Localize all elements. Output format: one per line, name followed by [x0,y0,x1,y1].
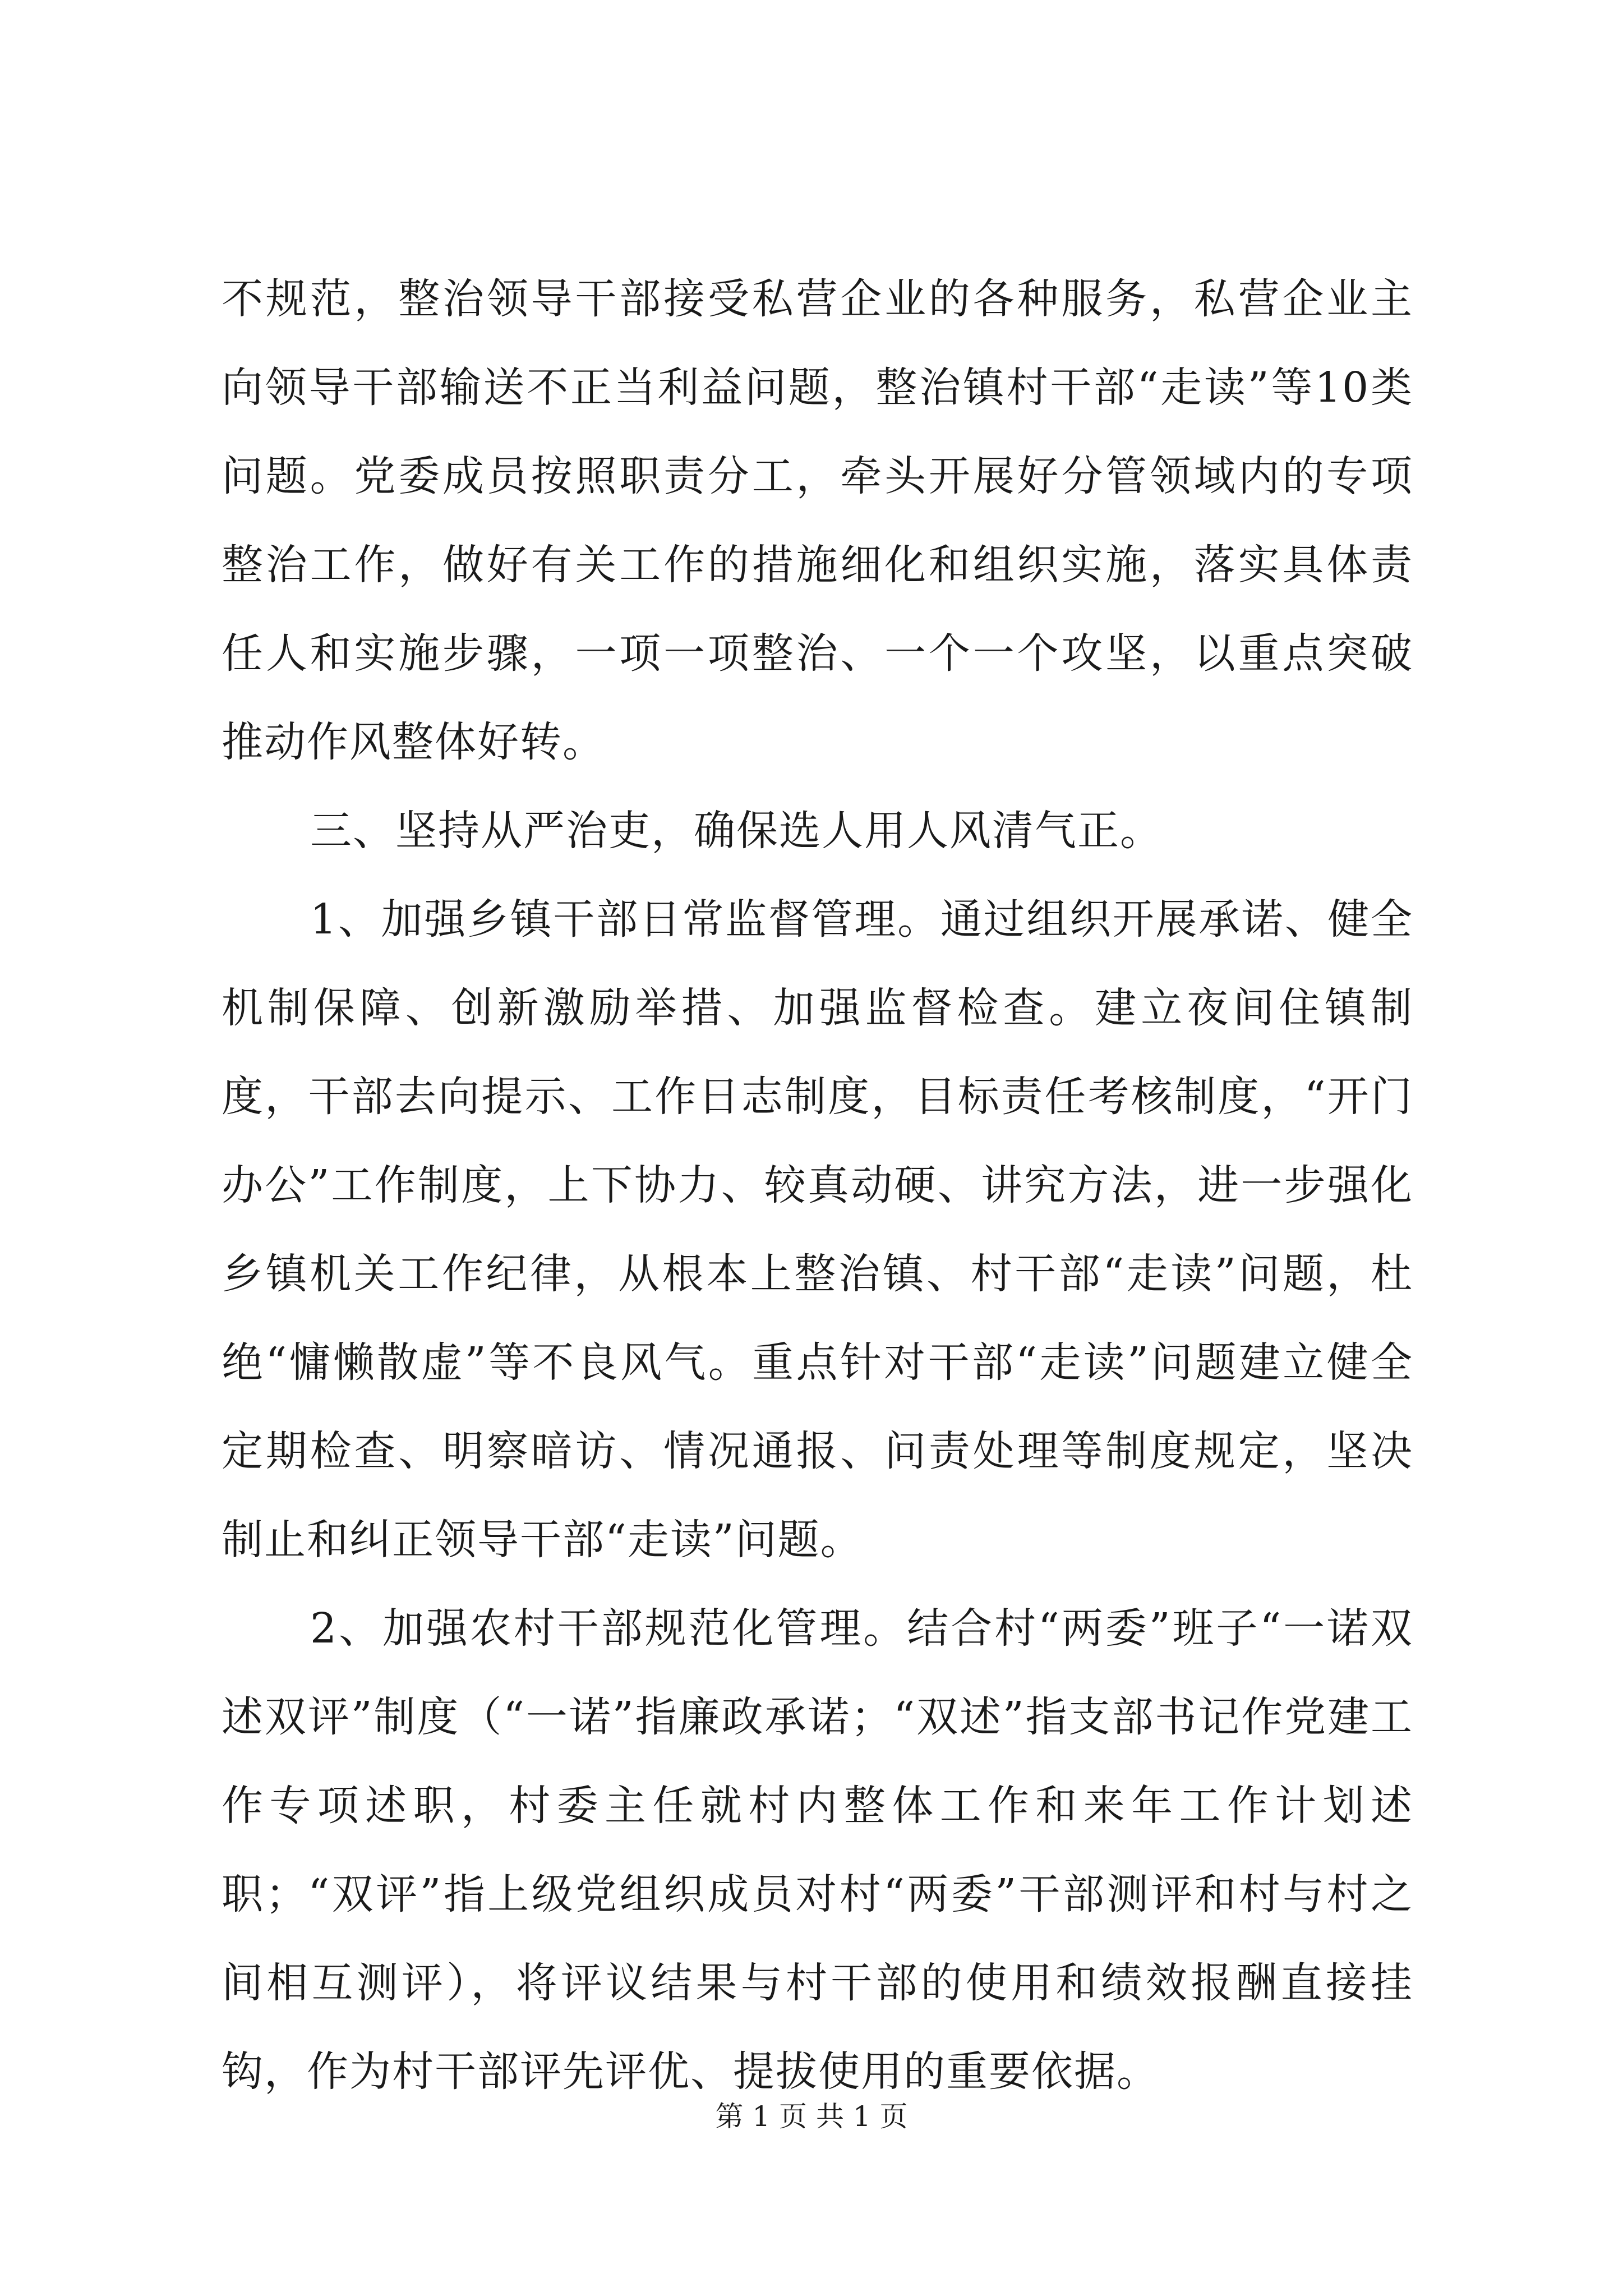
page-footer: 第 1 页 共 1 页 [715,2100,908,2133]
document-body [222,255,1413,2116]
paragraph-item-2: 2、加强农村干部规范化管理。结合村“两委”班子“一诺双述双评”制度（“一诺”指廉政承诺；“双述”指支部书记作党建工作专项述职，村委主任就村内整体工作和来年工作计划述职；“双评”指上级党组织成员对村“两委”干部测评和村与村之间相互测评），将评议结果与村干部的使用和绩效报酬直接挂钩，作为村干部评先评优、提拔使用的重要依据。 [222,1604,1413,2096]
paragraph-item-1: 1、加强乡镇干部日常监督管理。通过组织开展承诺、健全机制保障、创新激励举措、加强监督检查。建立夜间住镇制度，干部去向提示、工作日志制度，目标责任考核制度，“开门办公”工作制度，上下协力、较真动硬、讲究方法，进一步强化乡镇机关工作纪律，从根本上整治镇、村干部“走读”问题，杜绝“慵懒散虚”等不良风气。重点针对干部“走读”问题建立健全定期检查、明察暗访、情况通报、问责处理等制度规定，坚决制止和纠正领导干部“走读”问题。 [222,895,1413,1564]
section-heading: 三、坚持从严治吏，确保选人用人风清气正。 [310,807,1163,855]
paragraph-continuation: 不规范，整治领导干部接受私营企业的各种服务，私营企业主向领导干部输送不正当利益问题，整治镇村干部“走读”等10类问题。党委成员按照职责分工，牵头开展好分管领域内的专项整治工作，做好有关工作的措施细化和组织实施，落实具体责任人和实施步骤，一项一项整治、一个一个攻坚，以重点突破推动作风整体好转。 [222,275,1413,766]
